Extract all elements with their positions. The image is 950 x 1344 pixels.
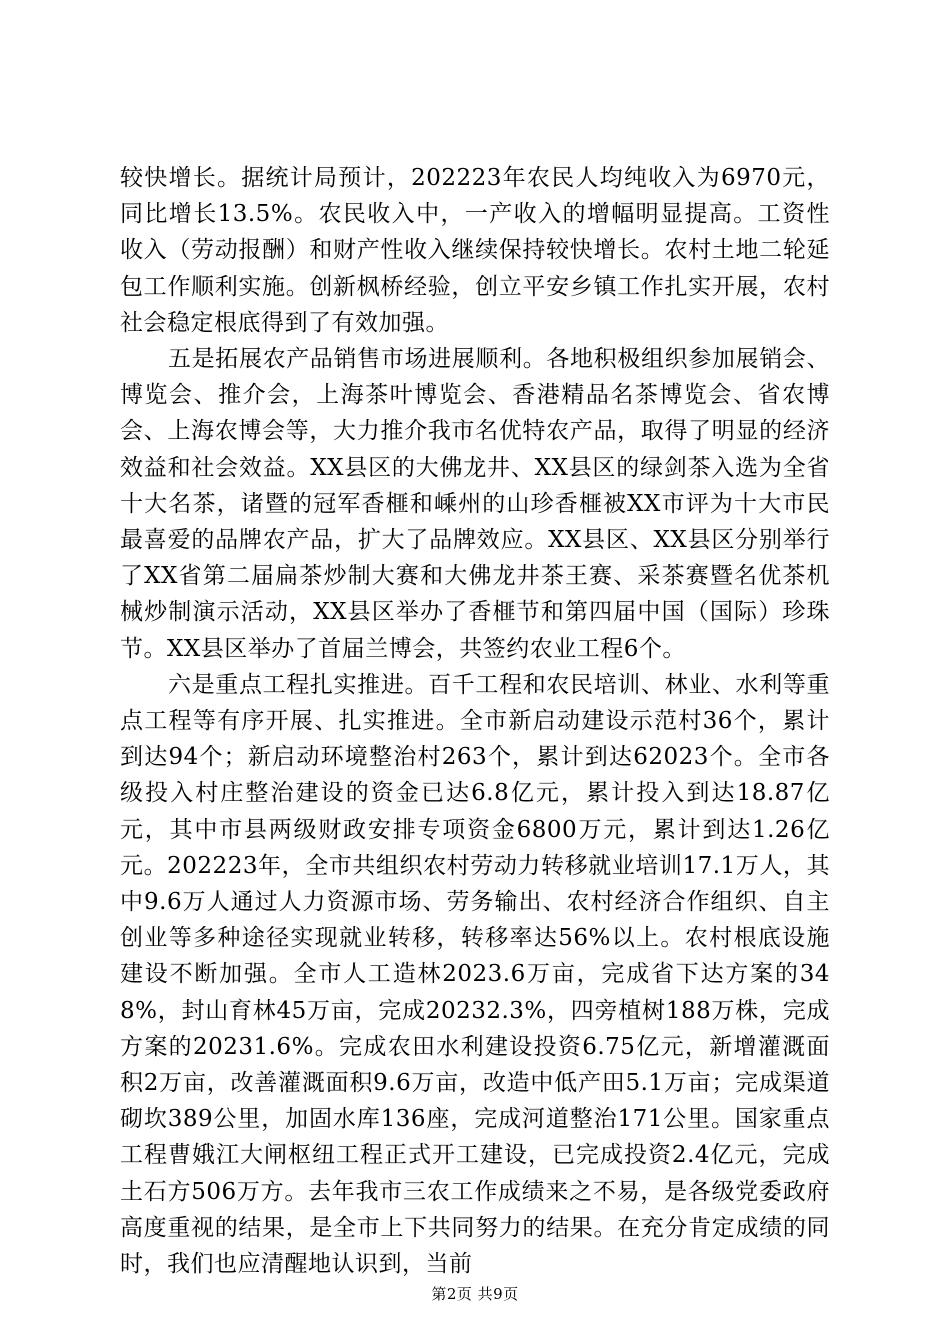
paragraph-key-projects: 六是重点工程扎实推进。百千工程和农民培训、林业、水利等重点工程等有序开展、扎实推进。全市新启动建设示范村36个，累计到达94个；新启动环境整治村263个，累计到达62023个。全市各级投入村庄整治建设的资金已达6.8亿元，累计投入到达18.87亿元，其中市县两级财政安排专项资金6800万元，累计到达1.26亿元。202223年，全市共组织农村劳动力转移就业培训17.1万人，其中9.6万人通过人力资源市场、劳务输出、农村经济合作组织、自主创业等多种途径实现就业转移，转移率达56%以上。农村根底设施建设不断加强。全市人工造林2023.6万亩，完成省下达方案的348%，封山育林45万亩，完成20232.3%，四旁植树188万株，完成方案的20231.6%。完成农田水利建设投资6.75亿元，新增灌溉面积2万亩，改善灌溉面积9.6万亩，改造中低产田5.1万亩；完成渠道砌坎389公里，加固水库136座，完成河道整治171公里。国家重点工程曹娥江大闸枢纽工程正式开工建设，已完成投资2.4亿元，完成土石方506万方。去年我市三农工作成绩来之不易，是各级党委政府高度重视的结果，是全市上下共同努力的结果。在充分肯定成绩的同时，我们也应清醒地认识到，当前 <box>120 671 830 1278</box>
document-body <box>120 160 830 1282</box>
paragraph-income-growth: 较快增长。据统计局预计，202223年农民人均纯收入为6970元，同比增长13.5%。农民收入中，一产收入的增幅明显提高。工资性收入（劳动报酬）和财产性收入继续保持较快增长。农村土地二轮延包工作顺利实施。创新枫桥经验，创立平安乡镇工作扎实开展，农村社会稳定根底得到了有效加强。 <box>120 165 830 336</box>
paragraph-market-expansion: 五是拓展农产品销售市场进展顺利。各地积极组织参加展销会、博览会、推介会，上海茶叶博览会、香港精品名茶博览会、省农博会、上海农博会等，大力推介我市名优特农产品，取得了明显的经济效益和社会效益。XX县区的大佛龙井、XX县区的绿剑茶入选为全省十大名茶，诸暨的冠军香榧和嵊州的山珍香榧被XX市评为十大市民最喜爱的品牌农产品，扩大了品牌效应。XX县区、XX县区分别举行了XX省第二届扁茶炒制大赛和大佛龙井茶王赛、采茶赛暨名优茶机械炒制演示活动，XX县区举办了香榧节和第四届中国（国际）珍珠节。XX县区举办了首届兰博会，共签约农业工程6个。 <box>120 346 830 662</box>
page-number-footer: 第2页 共9页 <box>431 1285 519 1303</box>
